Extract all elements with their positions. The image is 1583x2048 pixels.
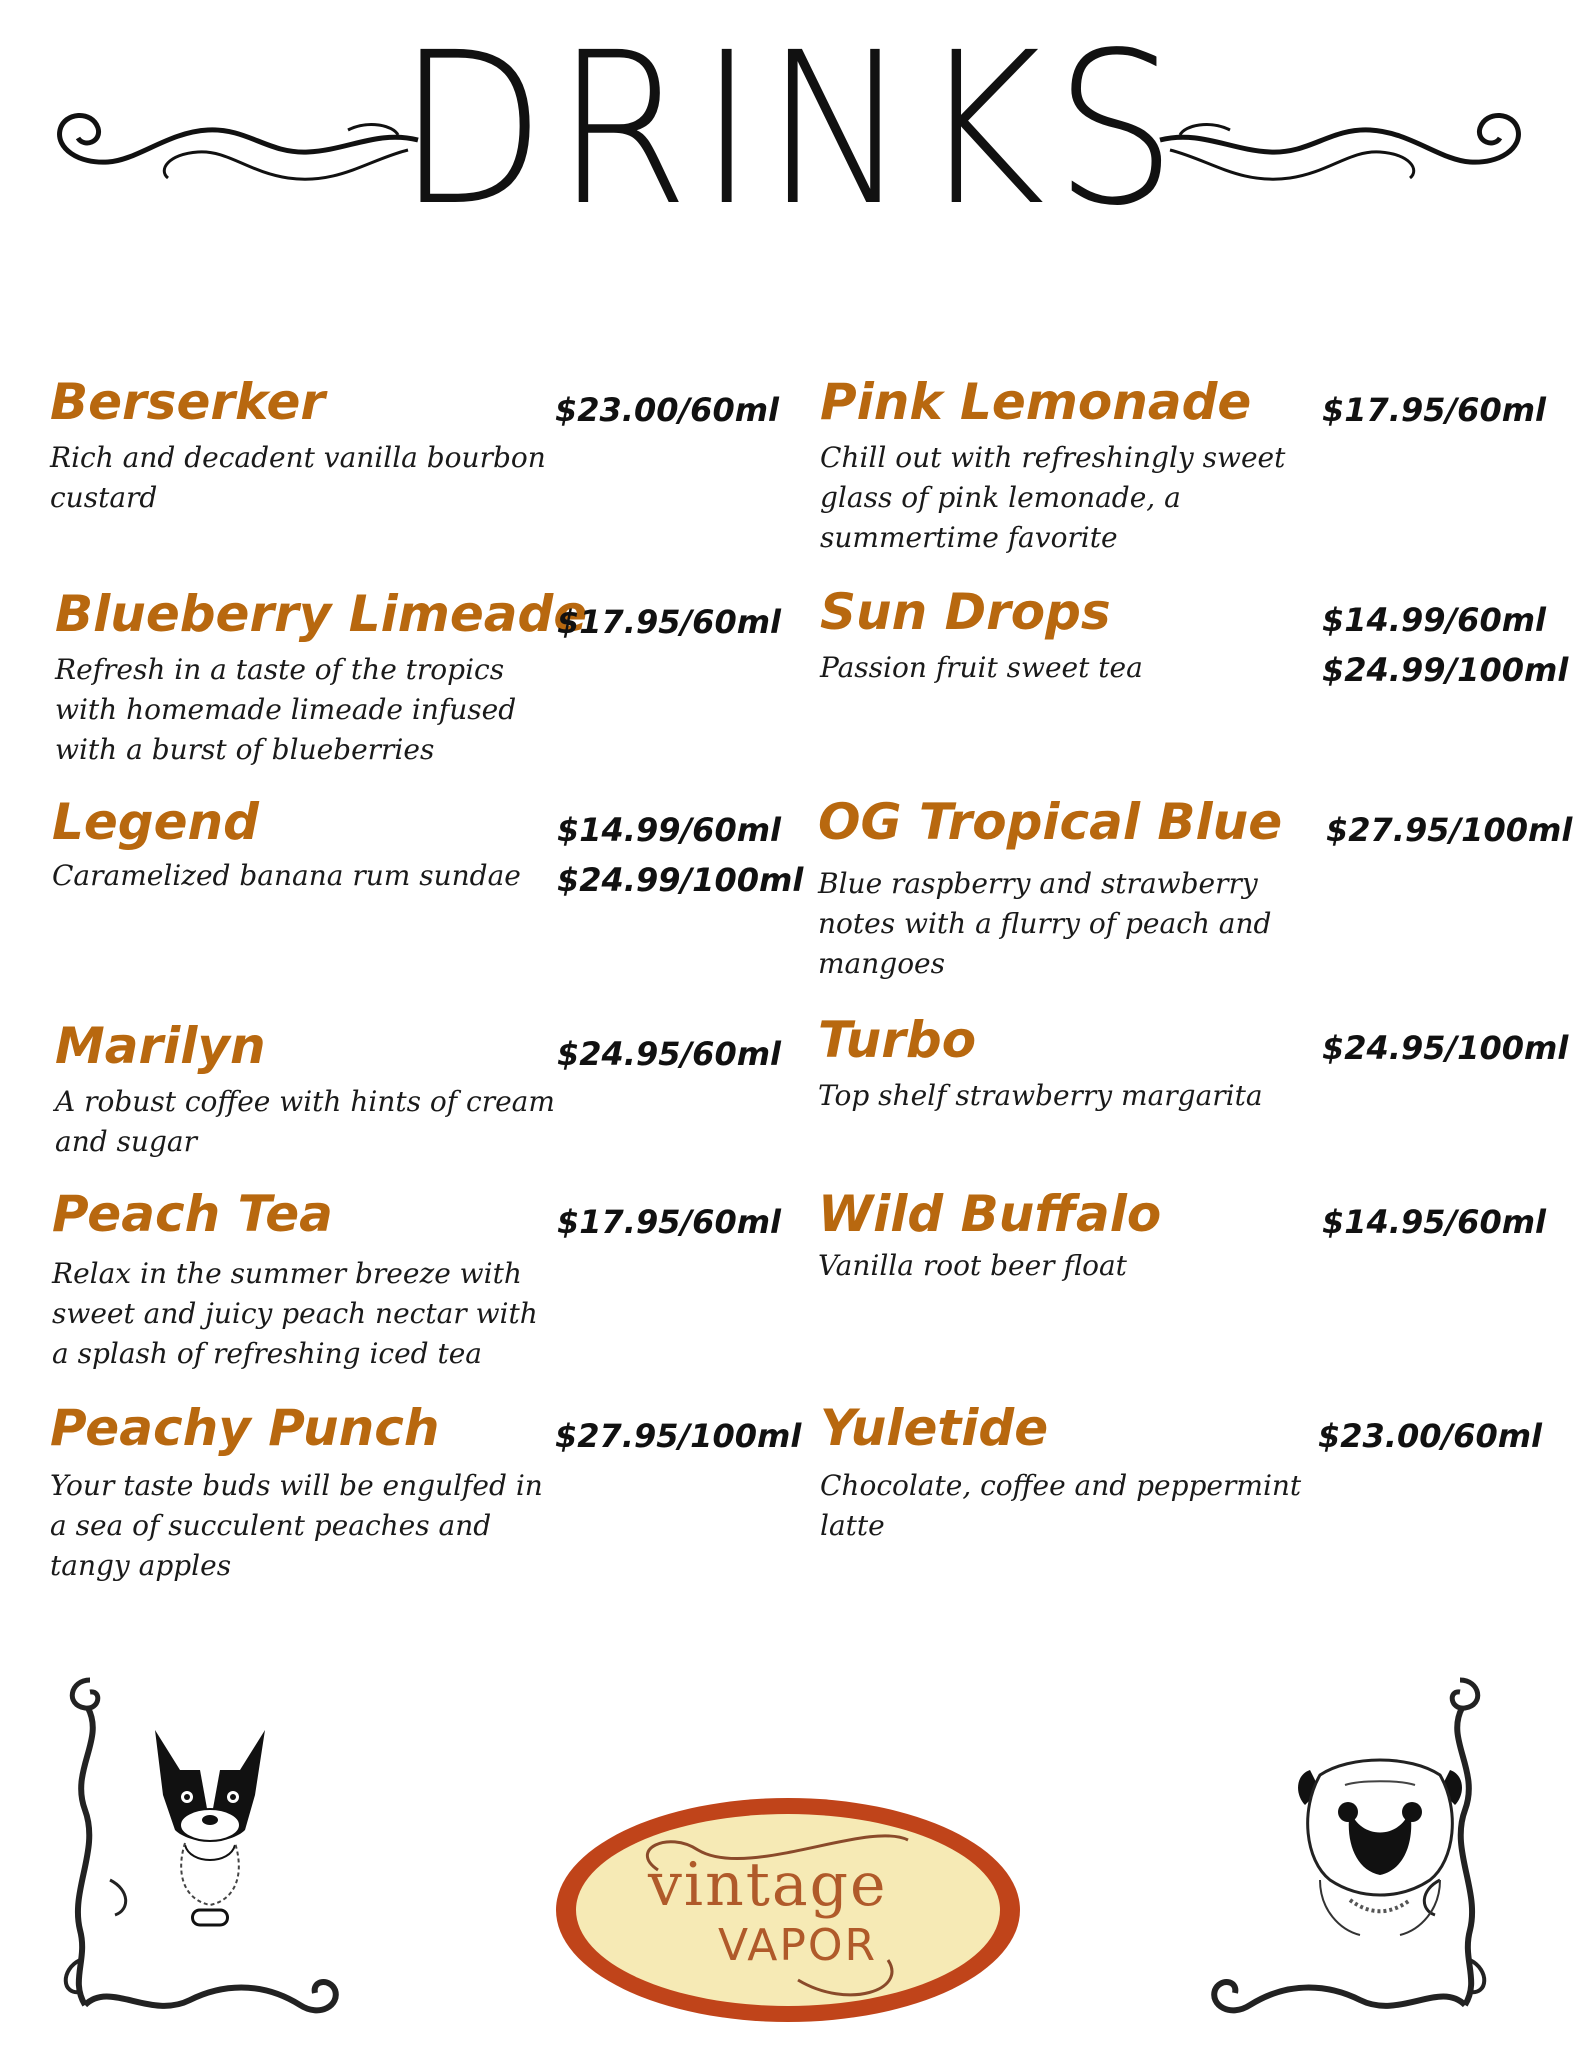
item-description: Refresh in a taste of the tropics with homemade limeade infused with a burst of blueberries [55,653,517,766]
item-name: Pink Lemonade [820,373,1252,431]
item-name: Sun Drops [820,583,1111,641]
item-price: $27.95/100ml [1326,811,1573,849]
page-title: DRINKS [396,7,1187,252]
item-price: $14.99/60ml [557,811,782,849]
item-price: $24.95/100ml [1322,1029,1569,1067]
item-name: Peach Tea [52,1185,333,1243]
item-price: $23.00/60ml [1318,1417,1543,1455]
item-description: Chill out with refreshingly sweet glass of pink lemonade, a summertime favorite [820,441,1286,554]
item-description: Passion fruit sweet tea [820,651,1143,684]
item-price: $23.00/60ml [555,391,780,429]
item-description: Top shelf strawberry margarita [818,1079,1263,1112]
item-name: Berserker [50,373,326,431]
item-name: Marilyn [55,1017,266,1075]
item-name: Turbo [818,1011,977,1069]
item-price: $14.99/60ml [1322,601,1547,639]
item-name: OG Tropical Blue [818,793,1283,851]
item-price: $27.95/100ml [555,1417,802,1455]
boston-terrier-icon [145,1725,275,1955]
logo-text: VAPOR [718,1920,878,1971]
item-description: Caramelized banana rum sundae [52,859,521,892]
item-description: A robust coffee with hints of cream and sugar [55,1085,555,1158]
item-price: $24.99/100ml [557,861,804,899]
item-price: $17.95/60ml [557,1203,782,1241]
item-price: $24.95/60ml [557,1035,782,1073]
item-price: $14.95/60ml [1322,1203,1547,1241]
item-description: Relax in the summer breeze with sweet and juicy peach nectar with a splash of refreshing iced tea [52,1257,538,1370]
item-price: $24.99/100ml [1322,651,1569,689]
item-name: Wild Buffalo [818,1185,1162,1243]
item-name: Blueberry Limeade [55,585,588,643]
pug-icon [1290,1750,1470,1940]
item-description: Rich and decadent vanilla bourbon custard [50,441,546,514]
item-name: Legend [52,793,259,851]
item-description: Blue raspberry and strawberry notes with a flurry of peach and mangoes [818,867,1272,980]
item-price: $17.95/60ml [1322,391,1547,429]
item-description: Chocolate, coffee and peppermint latte [820,1469,1302,1542]
item-name: Yuletide [820,1399,1049,1457]
item-description: Vanilla root beer float [818,1249,1127,1282]
item-name: Peachy Punch [50,1399,440,1457]
item-price: $17.95/60ml [557,603,782,641]
logo-text: vintage [648,1850,888,1920]
vintage-vapor-logo [548,1790,1028,2030]
item-description: Your taste buds will be engulfed in a sea of succulent peaches and tangy apples [50,1469,543,1582]
